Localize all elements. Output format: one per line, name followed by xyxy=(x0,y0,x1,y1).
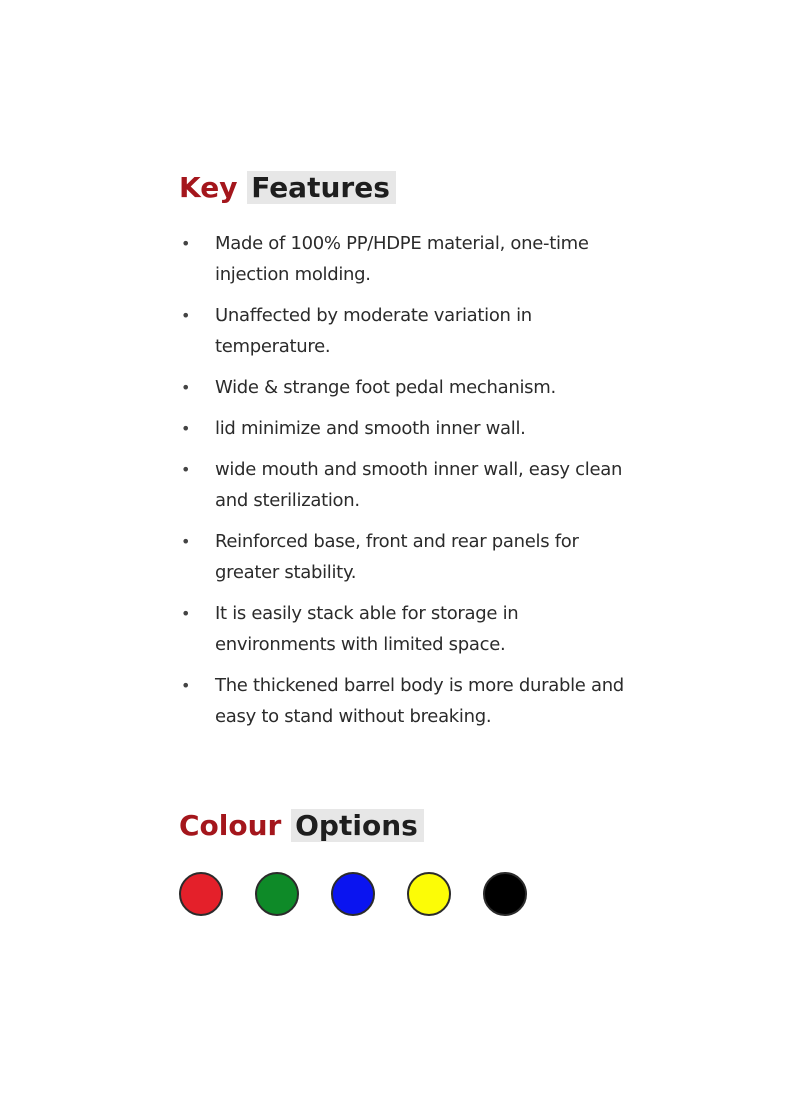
feature-text: wide mouth and smooth inner wall, easy clean and sterilization. xyxy=(215,459,623,511)
feature-item xyxy=(179,598,639,660)
colour-swatch-yellow xyxy=(407,872,451,916)
features-list xyxy=(179,228,639,732)
feature-item xyxy=(179,670,639,732)
feature-text: Made of 100% PP/HDPE material, one-time injection molding. xyxy=(215,233,589,285)
feature-text: Wide & strange foot pedal mechanism. xyxy=(215,377,556,398)
colour-swatch-black xyxy=(483,872,527,916)
colour-options-section xyxy=(179,806,527,916)
bullet-icon: • xyxy=(181,532,191,551)
bullet-icon: • xyxy=(181,378,191,397)
colour-swatch-red xyxy=(179,872,223,916)
feature-item xyxy=(179,228,639,290)
colour-swatch-green xyxy=(255,872,299,916)
feature-text: lid minimize and smooth inner wall. xyxy=(215,418,526,439)
feature-text: It is easily stack able for storage in environments with limited space. xyxy=(215,603,519,655)
feature-item xyxy=(179,300,639,362)
bullet-icon: • xyxy=(181,419,191,438)
colour-options-heading xyxy=(179,806,527,846)
bullet-icon: • xyxy=(181,234,191,253)
colour-options-heading-accent: Colour xyxy=(179,809,282,842)
key-features-heading-accent: Key xyxy=(179,171,238,204)
feature-item xyxy=(179,454,639,516)
feature-text: Reinforced base, front and rear panels for greater stability. xyxy=(215,531,579,583)
bullet-icon: • xyxy=(181,460,191,479)
feature-item xyxy=(179,372,639,403)
colour-options-heading-rest: Options xyxy=(291,809,424,842)
bullet-icon: • xyxy=(181,306,191,325)
bullet-icon: • xyxy=(181,676,191,695)
feature-item xyxy=(179,526,639,588)
key-features-section xyxy=(179,168,639,742)
key-features-heading xyxy=(179,168,639,208)
colour-swatches xyxy=(179,872,527,916)
feature-text: The thickened barrel body is more durable and easy to stand without breaking. xyxy=(215,675,624,727)
feature-text: Unaffected by moderate variation in temperature. xyxy=(215,305,532,357)
key-features-heading-rest: Features xyxy=(247,171,396,204)
feature-item xyxy=(179,413,639,444)
bullet-icon: • xyxy=(181,604,191,623)
colour-swatch-blue xyxy=(331,872,375,916)
